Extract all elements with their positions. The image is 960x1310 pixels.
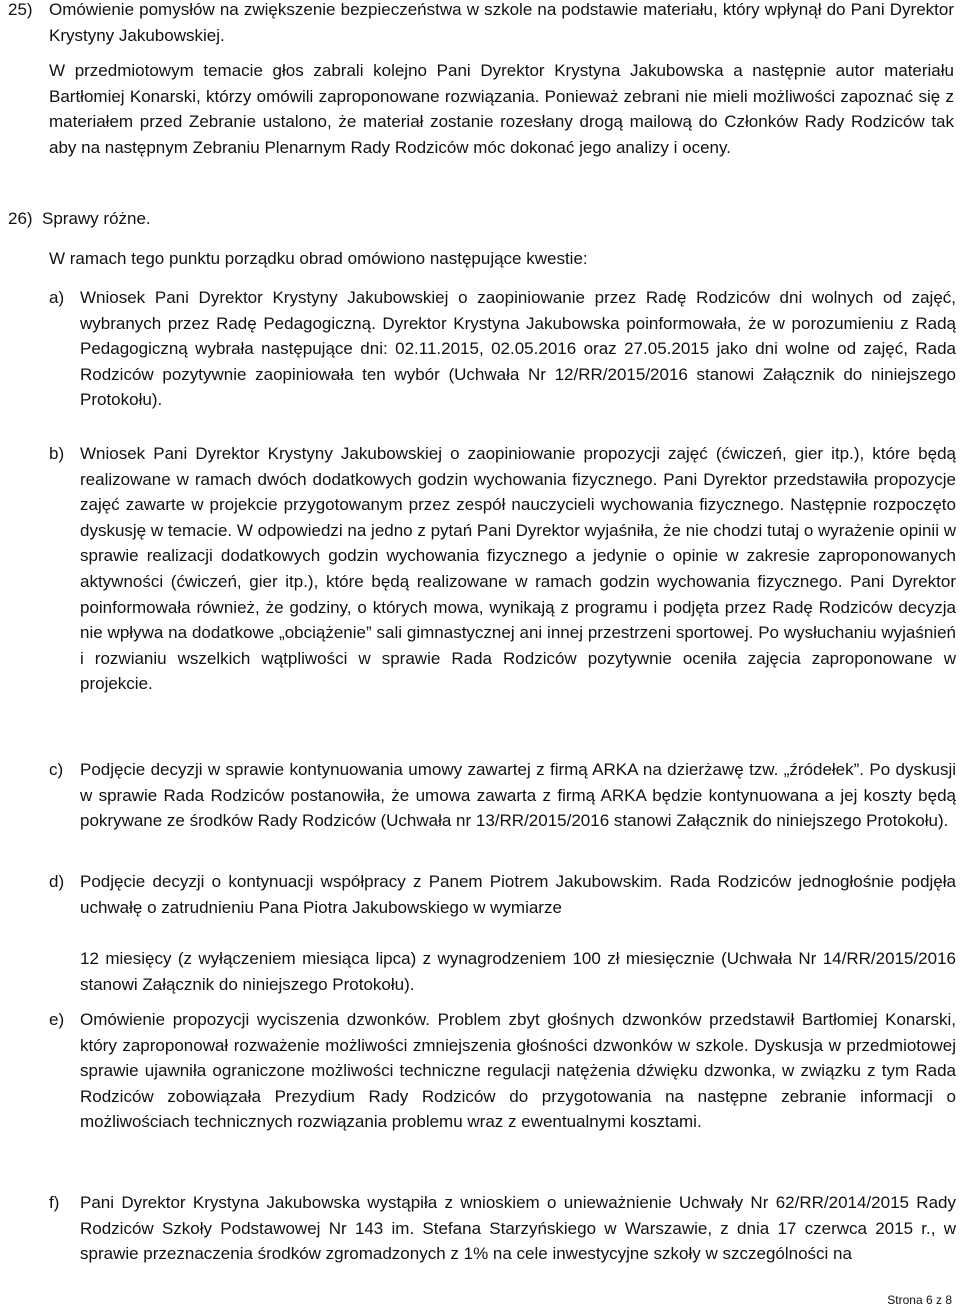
item-b-text: Wniosek Pani Dyrektor Krystyny Jakubowskiej o zaopiniowanie propozycji zajęć (ćwiczeń, gier itp.), które będą realizowane w ramach dwóch dodatkowych godzin wychowania fizycznego. Pani Dyrektor przedstawiła propozycje zajęć zawarte w projekcie przygotowanym przez zespół nauczycieli wychowania fizycznego. Następnie rozpoczęto dyskusję w temacie. W odpowiedzi na jedno z pytań Pani Dyrektor wyjaśniła, że nie chodzi tutaj o wyrażenie opinii w sprawie realizacji dodatkowych godzin wychowania fizycznego a jedynie o opinie w zakresie zaproponowanych aktywności (ćwiczeń, gier itp.), które będą realizowane w ramach godzin wychowania fizycznego. Pani Dyrektor poinformowała również, że godziny, o których mowa, wynikają z programu i podjęta przez Radę Rodziców decyzja nie wpływa na dodatkowe „obciążenie” sali gimnastycznej ani innej przestrzeni sportowej. Po wysłuchaniu wyjaśnień i rozwianiu wszelkich wątpliwości w sprawie Rada Rodziców pozytywnie oceniła zajęcia zaproponowane w projekcie. (80, 444, 956, 694)
item-a-label: a) (49, 288, 65, 307)
item-f-label: f) (49, 1193, 60, 1212)
section-25-heading: Omówienie pomysłów na zwiększenie bezpieczeństwa w szkole na podstawie materiału, który wpłynął do Pani Dyrektor Krystyny Jakubowskiej. (49, 0, 954, 45)
section-25-number: 25) (8, 0, 33, 19)
section-26-number: 26) (8, 209, 33, 228)
section-26-intro: W ramach tego punktu porządku obrad omówiono następujące kwestie: (49, 249, 588, 268)
section-25-paragraph: W przedmiotowym temacie głos zabrali kolejno Pani Dyrektor Krystyna Jakubowska a następnie autor materiału Bartłomiej Konarski, którzy omówili zaproponowane rozwiązania. Ponieważ zebrani nie mieli możliwości zapoznać się z materiałem przed Zebranie ustalono, że materiał zostanie rozesłany drogą mailową do Członków Rady Rodziców tak aby na następnym Zebraniu Plenarnym Rady Rodziców móc dokonać jego analizy i oceny. (49, 61, 954, 157)
item-f-text: Pani Dyrektor Krystyna Jakubowska wystąpiła z wnioskiem o unieważnienie Uchwały Nr 62/RR/2014/2015 Rady Rodziców Szkoły Podstawowej Nr 143 im. Stefana Starzyńskiego w Warszawie, z dnia 17 czerwca 2015 r., w sprawie przeznaczenia środków zgromadzonych z 1% na cele inwestycyjne szkoły w szczególności na (80, 1193, 956, 1264)
page-number: Strona 6 z 8 (887, 1293, 952, 1307)
item-b-label: b) (49, 444, 65, 463)
item-e-text: Omówienie propozycji wyciszenia dzwonków. Problem zbyt głośnych dzwonków przedstawił Bartłomiej Konarski, który zaproponował rozważenie możliwości zmniejszenia głośności dzwonków w szkole. Dyskusja w przedmiotowej sprawie ujawniła ograniczone możliwości techniczne regulacji natężenia dźwięku dzwonka, w związku z tym Rada Rodziców zobowiązała Prezydium Rady Rodziców do przygotowania na następne zebranie informacji o możliwościach technicznych rozwiązania problemu wraz z ewentualnymi kosztami. (80, 1010, 956, 1132)
item-a-text: Wniosek Pani Dyrektor Krystyny Jakubowskiej o zaopiniowanie przez Radę Rodziców dni wolnych od zajęć, wybranych przez Radę Pedagogiczną. Dyrektor Krystyna Jakubowska poinformowała, że w porozumieniu z Radą Pedagogiczną wybrała następujące dni: 02.11.2015, 02.05.2016 oraz 27.05.2015 jako dni wolne od zajęć, Rada Rodziców pozytywnie zaopiniowała ten wybór (Uchwała Nr 12/RR/2015/2016 stanowi Załącznik do niniejszego Protokołu). (80, 288, 956, 410)
item-d-text-2: 12 miesięcy (z wyłączeniem miesiąca lipca) z wynagrodzeniem 100 zł miesięcznie (Uchwała Nr 14/RR/2015/2016 stanowi Załącznik do niniejszego Protokołu). (80, 949, 956, 994)
item-c-label: c) (49, 760, 64, 779)
item-e-label: e) (49, 1010, 65, 1029)
section-26-heading: Sprawy różne. (42, 209, 151, 228)
item-d-text-1: Podjęcie decyzji o kontynuacji współpracy z Panem Piotrem Jakubowskim. Rada Rodziców jednogłośnie podjęła uchwałę o zatrudnieniu Pana Piotra Jakubowskiego w wymiarze (80, 872, 956, 917)
item-c-text: Podjęcie decyzji w sprawie kontynuowania umowy zawartej z firmą ARKA na dzierżawę tzw. „źródełek”. Po dyskusji w sprawie Rada Rodziców postanowiła, że umowa zawarta z firmą ARKA będzie kontynuowana a jej koszty będą pokrywane ze środków Rady Rodziców (Uchwała nr 13/RR/2015/2016 stanowi Załącznik do niniejszego Protokołu). (80, 760, 956, 831)
item-d-label: d) (49, 872, 65, 891)
